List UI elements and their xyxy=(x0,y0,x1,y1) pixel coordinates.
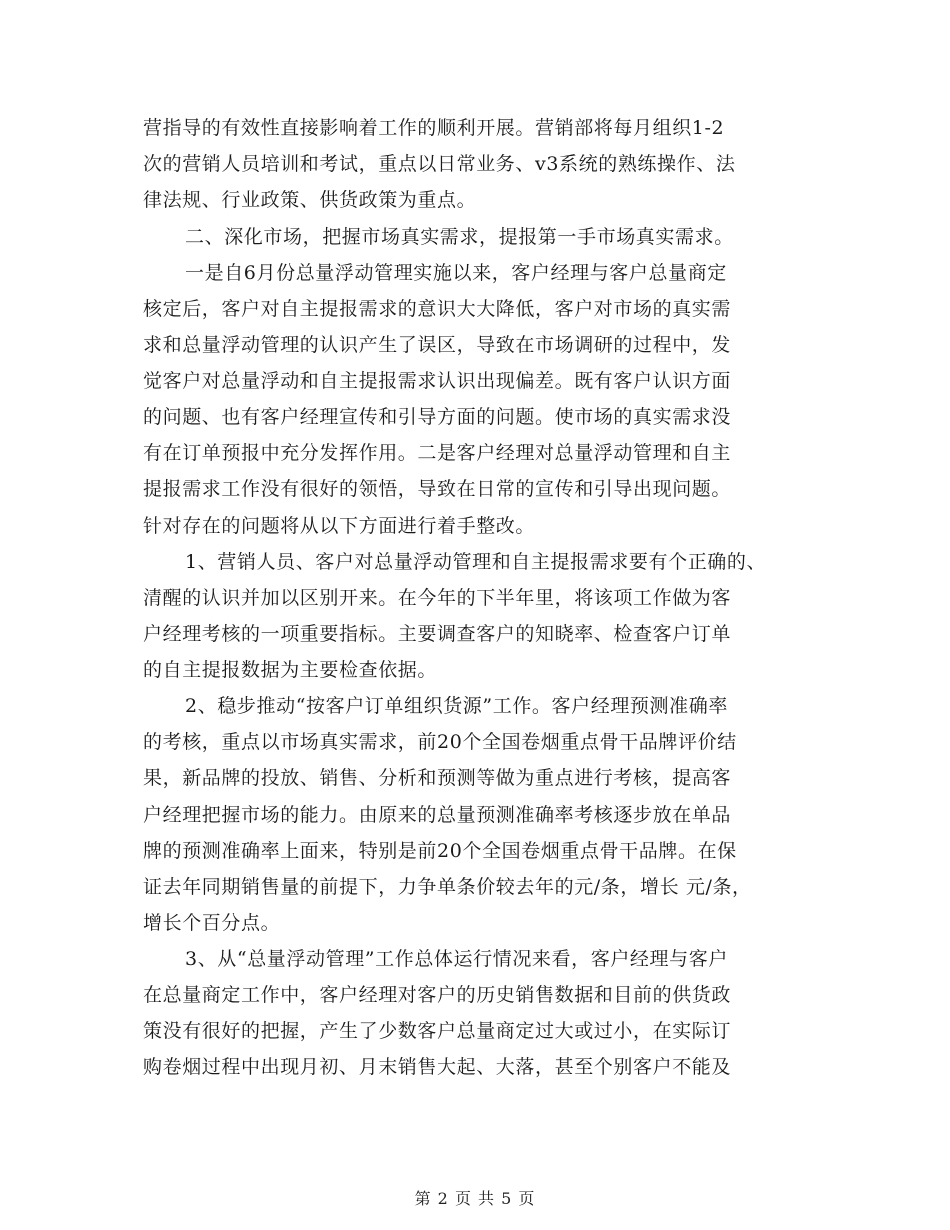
text-line: 户经理把握市场的能力。由原来的总量预测准确率考核逐步放在单品 xyxy=(143,804,732,826)
text-line: 果，新品牌的投放、销售、分析和预测等做为重点进行考核，提高客 xyxy=(143,767,732,789)
text-line: 律法规、行业政策、供货政策为重点。 xyxy=(143,189,477,211)
section-heading: 二、深化市场，把握市场真实需求，提报第一手市场真实需求。 xyxy=(185,226,734,248)
text-line: 次的营销人员培训和考试，重点以日常业务、v3系统的熟练操作、法 xyxy=(143,153,736,175)
text-line: 在总量商定工作中，客户经理对客户的历史销售数据和目前的供货政 xyxy=(143,984,732,1006)
text-line: 清醒的认识并加以区别开来。在今年的下半年里，将该项工作做为客 xyxy=(143,587,732,609)
page-number-footer: 第 2 页 共 5 页 xyxy=(414,1189,536,1208)
text-line: 提报需求工作没有很好的领悟，导致在日常的宣传和引导出现问题。 xyxy=(143,478,732,500)
text-line: 策没有很好的把握，产生了少数客户总量商定过大或过小，在实际订 xyxy=(143,1020,732,1042)
text-line: 觉客户对总量浮动和自主提报需求认识出现偏差。既有客户认识方面 xyxy=(143,370,732,392)
text-line: 增长个百分点。 xyxy=(143,912,281,934)
text-line: 2、稳步推动“按客户订单组织货源”工作。客户经理预测准确率 xyxy=(185,695,728,717)
text-line: 一是自6月份总量浮动管理实施以来，客户经理与客户总量商定 xyxy=(185,262,727,284)
text-line: 的自主提报数据为主要检查依据。 xyxy=(143,659,438,681)
text-line: 牌的预测准确率上面来，特别是前20个全国卷烟重点骨干品牌。在保 xyxy=(143,840,737,862)
text-line: 证去年同期销售量的前提下，力争单条价较去年的元/条，增长 元/条， xyxy=(143,876,752,898)
text-line: 核定后，客户对自主提报需求的意识大大降低，客户对市场的真实需 xyxy=(143,298,732,320)
text-line: 的考核，重点以市场真实需求，前20个全国卷烟重点骨干品牌评价结 xyxy=(143,731,737,753)
text-line: 户经理考核的一项重要指标。主要调查客户的知晓率、检查客户订单 xyxy=(143,623,732,645)
text-line: 购卷烟过程中出现月初、月末销售大起、大落，甚至个别客户不能及 xyxy=(143,1056,732,1078)
text-line: 3、从“总量浮动管理”工作总体运行情况来看，客户经理与客户 xyxy=(185,948,728,970)
text-line: 营指导的有效性直接影响着工作的顺利开展。营销部将每月组织1-2 xyxy=(143,117,725,139)
text-line: 的问题、也有客户经理宣传和引导方面的问题。使市场的真实需求没 xyxy=(143,406,732,428)
text-line: 求和总量浮动管理的认识产生了误区，导致在市场调研的过程中，发 xyxy=(143,334,732,356)
text-line: 1、营销人员、客户对总量浮动管理和自主提报需求要有个正确的、 xyxy=(185,551,767,573)
text-line: 针对存在的问题将从以下方面进行着手整改。 xyxy=(143,515,536,537)
text-line: 有在订单预报中充分发挥作用。二是客户经理对总量浮动管理和自主 xyxy=(143,442,732,464)
